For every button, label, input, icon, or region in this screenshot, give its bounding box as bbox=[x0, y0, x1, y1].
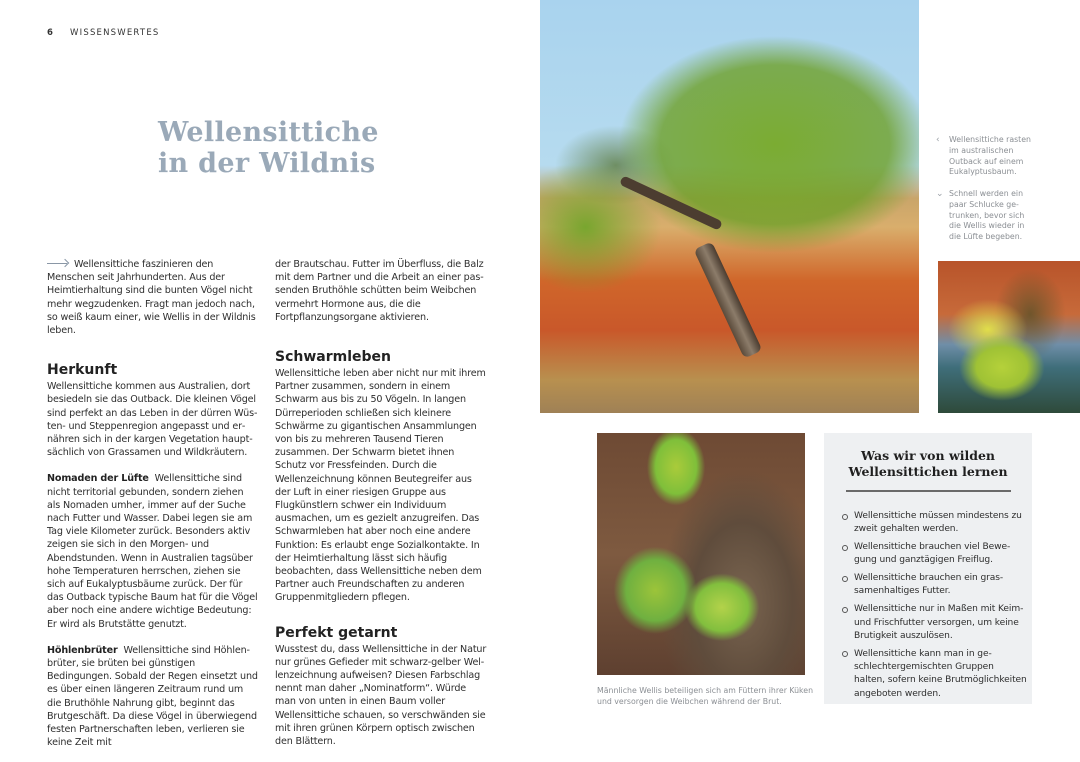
info-box bbox=[824, 433, 1032, 704]
tree-branch bbox=[619, 175, 723, 231]
list-item: Wellensittiche müssen mindestens zu zweit gehalten werden. bbox=[842, 510, 1027, 537]
heading-perfekt-getarnt: Perfekt getarnt bbox=[275, 624, 398, 641]
circle-bullet-icon bbox=[842, 607, 848, 613]
list-item: Wellensittiche brauchen viel Bewegung und ganztägigen Freiflug. bbox=[842, 541, 1027, 568]
title-line-1: Wellensittiche bbox=[158, 117, 379, 148]
runin-hoehlenbrueter: Höhlenbrüter bbox=[47, 644, 118, 656]
paragraph-continued: der Brautschau. Futter im Überfluss, die Balz mit dem Partner und die Arbeit an einer passenden Bruthöhle schütten beim Weibchen vermehrt Hormone aus, die die Fortpflanzungsorgane aktivieren. bbox=[275, 259, 484, 323]
paragraph-schwarmleben: Wellensittiche leben aber nicht nur mit ihrem Partner zusammen, sondern in einem Schwarm aus bis zu 50 Vögeln. In langen Dürreperioden schließen sich kleinere Schwärme zu gigantischen Ansammlungen von bis zu mehreren Tausend Tieren zusammen. Der Schwarm bietet ihnen Schutz vor Fressfeinden. Durch die Wellenzeichnung können Beutegreifer aus der Luft in einer riesigen Gruppe aus Flugkünstlern schwer ein Individuum ausmachen, um es gezielt anzugreifen. Das Schwarmleben hat aber noch eine andere Funktion: Es erlaubt enge Sozialkontakte. In der Heimtierhaltung lässt sich häufig beobachten, dass Wellensittiche neben dem Partner auch Freundschaften zu anderen Gruppenmitgliedern pflegen. bbox=[275, 368, 486, 604]
info-box-list bbox=[842, 510, 1027, 705]
tree-trunk bbox=[694, 241, 763, 358]
running-head bbox=[47, 28, 159, 38]
paragraph-perfekt-getarnt: Wusstest du, dass Wellensittiche in der Natur nur grünes Gefieder mit schwarz-gelber Wellenzeichnung aufweisen? Diesen Farbschlag nennt man daher „Nominatform“. Würde man von unten in einen Baum voller Wellensittiche schauen, so verschwänden sie mit ihren grünen Körpern optisch zwischen den Blättern. bbox=[275, 643, 487, 748]
caption-budgies: Männliche Wellis beteiligen sich am Füttern ihrer Küken und versorgen die Weibchen während der Brut. bbox=[597, 686, 814, 706]
paragraph-nomaden: Nomaden der Lüfte Wellensittiche sind nicht territorial gebunden, sondern ziehen als Nomaden umher, immer auf der Suche nach Futter und Wasser. Dabei legen sie am Tag viele Kilometer zurück. Besonders aktiv zeigen sie sich in den Morgen- und Abendstunden. Wenn in Australien tagsüber hohe Temperaturen herrschen, ziehen sie sich auf Eukalyptusbäume zurück. Der für das Outback typische Baum hat für die Vögel aber noch eine andere wichtige Bedeutung: Er wird als Brutstätte genutzt. bbox=[47, 473, 258, 630]
paragraph-herkunft: Wellensittiche kommen aus Australien, dort besiedeln sie das Outback. Die kleinen Vögel sind perfekt an das Leben in der dürren Wüsten- und Steppenregion angepasst und ernähren sich in der kargen Vegetation hauptsächlich von Grassamen und Wildkräutern. bbox=[47, 381, 258, 459]
page-title bbox=[158, 117, 418, 179]
photo-budgie-flock-tree bbox=[540, 0, 919, 413]
text-column-right bbox=[275, 258, 487, 748]
heading-schwarmleben: Schwarmleben bbox=[275, 349, 391, 366]
section-label: WISSENSWERTES bbox=[70, 28, 160, 38]
circle-bullet-icon bbox=[842, 514, 848, 520]
circle-bullet-icon bbox=[842, 576, 848, 582]
info-box-title: Was wir von wilden Wellensittichen lernen bbox=[848, 448, 1008, 479]
list-item: Wellensittiche brauchen ein grassamenhaltiges Futter. bbox=[842, 572, 1027, 599]
text-column-left bbox=[47, 258, 259, 750]
photo-budgies-nest bbox=[597, 433, 805, 675]
page-number: 6 bbox=[47, 28, 55, 38]
caption-splash: ⌄ Schnell werden ein paar Schlucke getrunken, bevor sich die Wellis wieder in die Lüfte begeben. bbox=[936, 189, 1025, 242]
caption-tree: ‹ Wellensittiche rasten im australischen Outback auf einem Eukalyptusbaum. bbox=[936, 135, 1031, 177]
list-item: Wellensittiche nur in Maßen mit Keim- und Frischfutter versorgen, um keine Brutigkeit auszulösen. bbox=[842, 603, 1027, 643]
divider bbox=[846, 490, 1011, 492]
pointer-left-icon: ‹ bbox=[936, 135, 940, 145]
circle-bullet-icon bbox=[842, 651, 848, 657]
pointer-down-icon: ⌄ bbox=[936, 189, 944, 199]
arrow-right-icon bbox=[47, 260, 71, 268]
runin-nomaden: Nomaden der Lüfte bbox=[47, 473, 149, 485]
photo-budgies-bathing bbox=[938, 261, 1080, 413]
title-line-2: in der Wildnis bbox=[158, 148, 376, 179]
circle-bullet-icon bbox=[842, 545, 848, 551]
paragraph-hoehlenbrueter: Höhlenbrüter Wellensittiche sind Höhlenbrüter, sie brüten bei günstigen Bedingungen. Sobald der Regen einsetzt und es über einen längeren Zeitraum rund um die Bruthöhle Nahrung gibt, beginnt das Brutgeschäft. Da diese Vögel in überwiegend festen Partnerschaften leben, verlieren sie keine Zeit mit bbox=[47, 644, 258, 749]
heading-herkunft: Herkunft bbox=[47, 362, 118, 379]
intro-paragraph: Wellensittiche faszinieren den Menschen seit Jahrhunderten. Aus der Heimtierhaltung sind die bunten Vögel nicht mehr wegzudenken. Fragt man jedoch nach, so weiß kaum einer, wie Wellis in der Wildnis leben. bbox=[47, 259, 256, 337]
list-item: Wellensittiche kann man in geschlechtergemischten Gruppen halten, sofern keine Brutmöglichkeiten angeboten werden. bbox=[842, 648, 1027, 701]
